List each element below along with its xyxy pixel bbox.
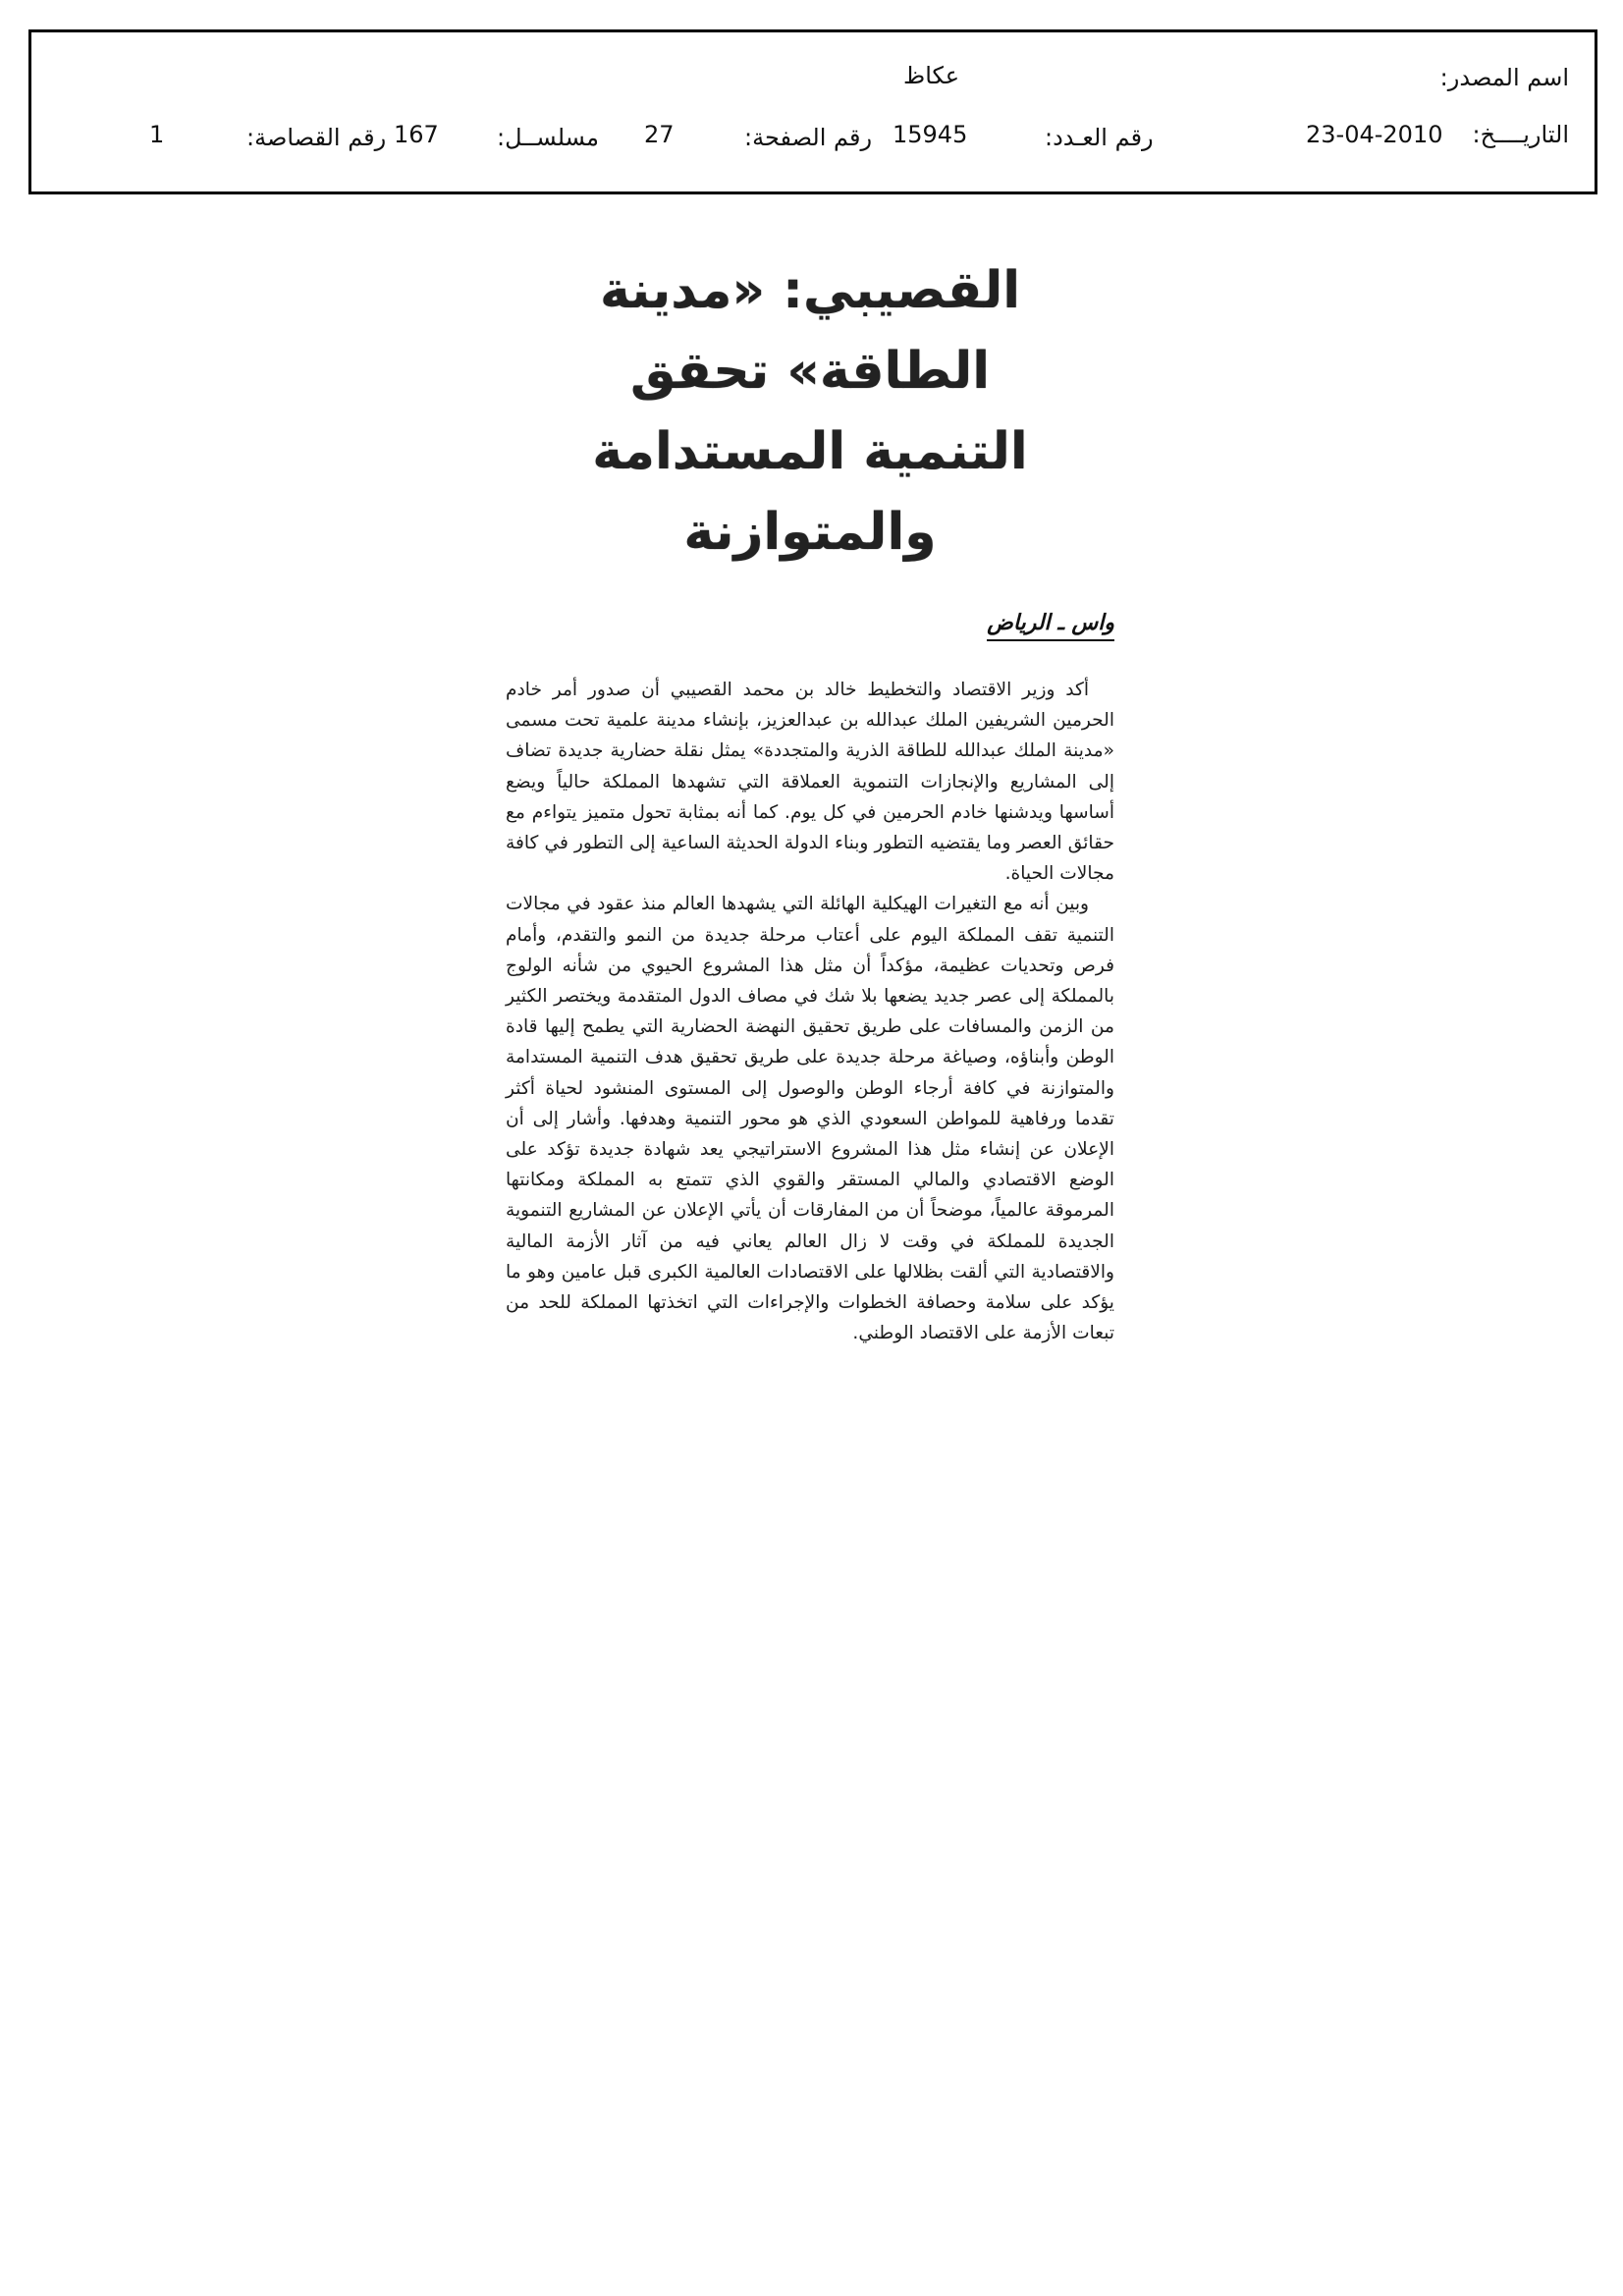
source-label: اسم المصدر: (1439, 64, 1569, 91)
byline-container (506, 610, 1114, 641)
date-label: التاريــــخ: (1472, 121, 1569, 148)
clip-number-value: 1 (149, 121, 165, 148)
article-paragraph: وبين أنه مع التغيرات الهيكلية الهائلة التي يشهدها العالم منذ عقود في مجالات التنمية تقف المملكة اليوم على أعتاب مرحلة جديدة من النمو والتقدم، وأمام فرص وتحديات عظيمة، مؤكداً أن مثل هذا المشروع الحيوي من شأنه الولوج بالمملكة إلى عصر جديد يضعها بلا شك في مصاف الدول المتقدمة ويختصر الكثير من الزمن والمسافات على طريق تحقيق النهضة الحضارية التي يطمح إليها قادة الوطن وأبناؤه، وصياغة مرحلة جديدة على طريق تحقيق هدف التنمية المستدامة والمتوازنة في كافة أرجاء الوطن والوصول إلى المستوى المنشود لحياة أكثر تقدما ورفاهية للمواطن السعودي الذي هو محور التنمية وهدفها. وأشار إلى أن الإعلان عن إنشاء مثل هذا المشروع الاستراتيجي يعد شهادة جديدة تؤكد على الوضع الاقتصادي والمالي المستقر والقوي الذي تتمتع به المملكة ومكانتها المرموقة عالمياً، موضحاً أن من المفارقات أن يأتي الإعلان عن المشاريع التنموية الجديدة للمملكة في وقت لا زال العالم يعاني فيه من آثار الأزمة المالية والاقتصادية التي ألقت بظلالها على الاقتصادات العالمية الكبرى قبل عامين وهو ما يؤكد على سلامة وحصافة الخطوات والإجراءات التي اتخذتها المملكة للحد من تبعات الأزمة على الاقتصاد الوطني. (506, 894, 1114, 1344)
serial-label: مسلســل: (497, 124, 599, 151)
clip-number-label: رقم القصاصة: (246, 124, 387, 151)
issue-number-value: 15945 (893, 121, 968, 148)
headline-line-2: التنمية المستدامة والمتوازنة (592, 422, 1028, 562)
page-number-value: 27 (644, 121, 675, 148)
clipping-header-box (28, 29, 1597, 194)
date-value: 23-04-2010 (1306, 121, 1443, 148)
article-headline (506, 250, 1114, 573)
page-number-label: رقم الصفحة: (744, 124, 873, 151)
serial-value: 167 (394, 121, 439, 148)
article-body (506, 675, 1114, 1348)
article-paragraph: أكد وزير الاقتصاد والتخطيط خالد بن محمد القصيبي أن صدور أمر خادم الحرمين الشريفين الملك عبدالله بن عبدالعزيز، بإنشاء مدينة علمية تحت مسمى «مدينة الملك عبدالله للطاقة الذرية والمتجددة» يمثل نقلة حضارية جديدة تضاف إلى المشاريع والإنجازات التنموية العملاقة التي تشهدها المملكة حالياً ويضع أساسها ويدشنها خادم الحرمين في كل يوم. كما أنه بمثابة تحول متميز يتواءم مع حقائق العصر وما يقتضيه التطور وبناء الدولة الحديثة الساعية إلى التطور في كافة مجالات الحياة. (506, 680, 1114, 885)
source-value: عكاظ (903, 62, 960, 89)
article-clipping (506, 250, 1114, 1348)
article-byline: واس ـ الرياض (987, 610, 1114, 641)
headline-line-1: القصيبي: «مدينة الطاقة» تحقق (599, 261, 1021, 401)
issue-number-label: رقم العـدد: (1045, 124, 1154, 151)
